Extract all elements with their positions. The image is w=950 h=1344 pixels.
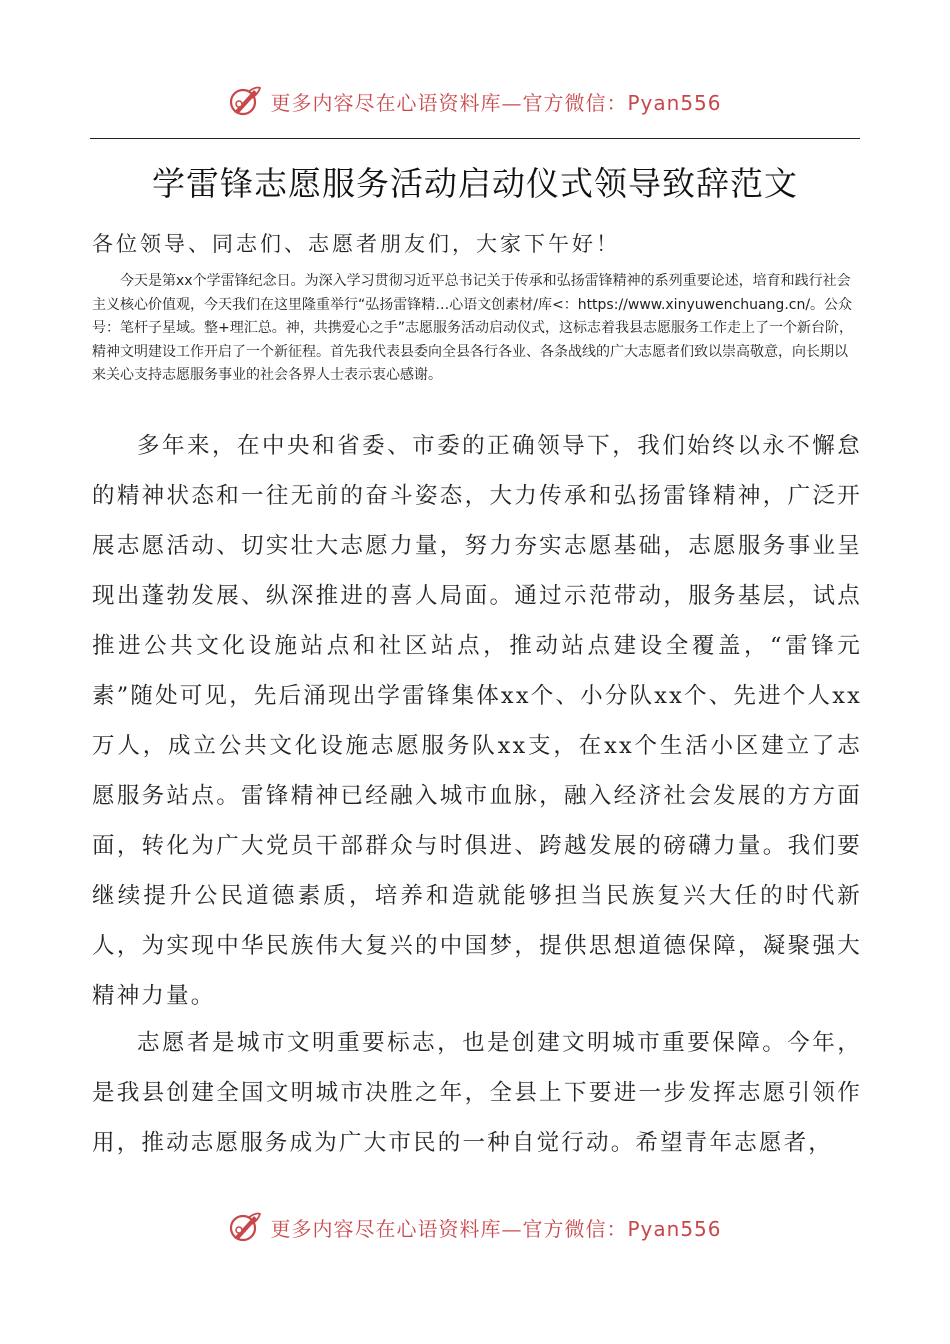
quill-logo-icon bbox=[228, 84, 262, 118]
header-divider bbox=[90, 138, 860, 139]
header-watermark-text: 更多内容尽在心语资料库—官方微信：Pyan556 bbox=[270, 90, 722, 115]
footer-watermark-text: 更多内容尽在心语资料库—官方微信：Pyan556 bbox=[270, 1216, 722, 1241]
footer-watermark bbox=[0, 1210, 950, 1244]
body-paragraph-1: 多年来，在中央和省委、市委的正确领导下，我们始终以永不懈怠的精神状态和一往无前的奋斗姿态，大力传承和弘扬雷锋精神，广泛开展志愿活动、切实壮大志愿力量，努力夯实志愿基础，志愿服务事业呈现出蓬勃发展、纵深推进的喜人局面。通过示范带动，服务基层，试点推进公共文化设施站点和社区站点，推动站点建设全覆盖，“雷锋元素”随处可见，先后涌现出学雷锋集体xx个、小分队xx个、先进个人xx万人，成立公共文化设施志愿服务队xx支，在xx个生活小区建立了志愿服务站点。雷锋精神已经融入城市血脉，融入经济社会发展的方方面面，转化为广大党员干部群众与时俱进、跨越发展的磅礴力量。我们要继续提升公民道德素质，培养和造就能够担当民族复兴大任的时代新人，为实现中华民族伟大复兴的中国梦，提供思想道德保障，凝聚强大精神力量。 bbox=[92, 433, 862, 1009]
greeting-line: 各位领导、同志们、志愿者朋友们，大家下午好！ bbox=[92, 232, 620, 256]
header-watermark bbox=[0, 84, 950, 118]
quill-logo-icon bbox=[228, 1210, 262, 1244]
intro-paragraph: 今天是第xx个学雷锋纪念日。为深入学习贯彻习近平总书记关于传承和弘扬雷锋精神的系列重要论述，培育和践行社会主义核心价值观，今天我们在这里隆重举行“弘扬雷锋精…心语文创素材/库<：https://www.xinyuwenchuang.cn/。公众号：笔杆子星域。整+理汇总。神，共携爱心之手”志愿服务活动启动仪式，这标志着我县志愿服务工作走上了一个新台阶，精神文明建设工作开启了一个新征程。首先我代表县委向全县各行各业、各条战线的广大志愿者们致以崇高敬意，向长期以来关心支持志愿服务事业的社会各界人士表示衷心感谢。 bbox=[92, 273, 853, 384]
document-title: 学雷锋志愿服务活动启动仪式领导致辞范文 bbox=[152, 164, 798, 203]
body-paragraph-2: 志愿者是城市文明重要标志，也是创建文明城市重要保障。今年，是我县创建全国文明城市决胜之年，全县上下要进一步发挥志愿引领作用，推动志愿服务成为广大市民的一种自觉行动。希望青年志愿者， bbox=[92, 1030, 862, 1156]
